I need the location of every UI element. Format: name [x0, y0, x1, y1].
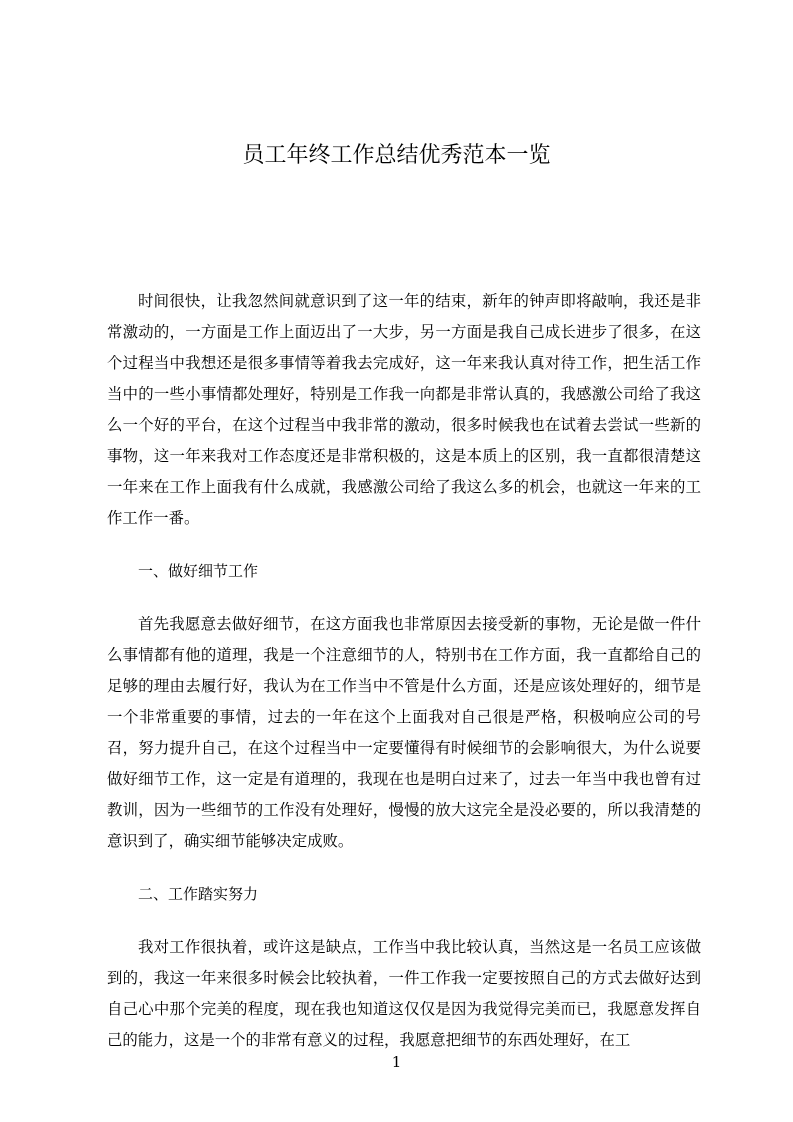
- section-heading-2: 二、工作踏实努力: [138, 885, 259, 903]
- paragraph-intro: 时间很快，让我忽然间就意识到了这一年的结束，新年的钟声即将敲响，我还是非常激动的，一方面是工作上面迈出了一大步，另一方面是我自己成长进步了很多，在这个过程当中我想还是很多事情等着我去完成好，这一年来我认真对待工作，把生活工作当中的一些小事情都处理好，特别是工作我一向都是非常认真的，我感激公司给了我这么一个好的平台，在这个过程当中我非常的激动，很多时候我也在试着去尝试一些新的事物，这一年来我对工作态度还是非常积极的，这是本质上的区别，我一直都很清楚这一年来在工作上面我有什么成就，我感激公司给了我这么多的机会，也就这一年来的工作工作一番。: [107, 292, 701, 527]
- document-title: 员工年终工作总结优秀范本一览: [242, 143, 551, 168]
- page-number: 1: [391, 1053, 402, 1071]
- paragraph-section-2: 我对工作很执着，或许这是缺点，工作当中我比较认真，当然这是一名员工应该做到的，我这一年来很多时候会比较执着，一件工作我一定要按照自己的方式去做好达到自己心中那个完美的程度，现在我也知道这仅仅是因为我觉得完美而已，我愿意发挥自己的能力，这是一个的非常有意义的过程，我愿意把细节的东西处理好，在工: [107, 938, 701, 1049]
- document-body: [107, 286, 701, 1056]
- section-heading-1: 一、做好细节工作: [138, 562, 259, 580]
- paragraph-section-1: 首先我愿意去做好细节，在这方面我也非常原因去接受新的事物，无论是做一件什么事情都有他的道理，我是一个注意细节的人，特别书在工作方面，我一直都给自己的足够的理由去履行好，我认为在工作当中不管是什么方面，还是应该处理好的，细节是一个非常重要的事情，过去的一年在这个上面我对自己很是严格，积极响应公司的号召，努力提升自己，在这个过程当中一定要懂得有时候细节的会影响很大，为什么说要做好细节工作，这一定是有道理的，我现在也是明白过来了，过去一年当中我也曾有过教训，因为一些细节的工作没有处理好，慢慢的放大这完全是没必要的，所以我清楚的意识到了，确实细节能够决定成败。: [107, 615, 701, 850]
